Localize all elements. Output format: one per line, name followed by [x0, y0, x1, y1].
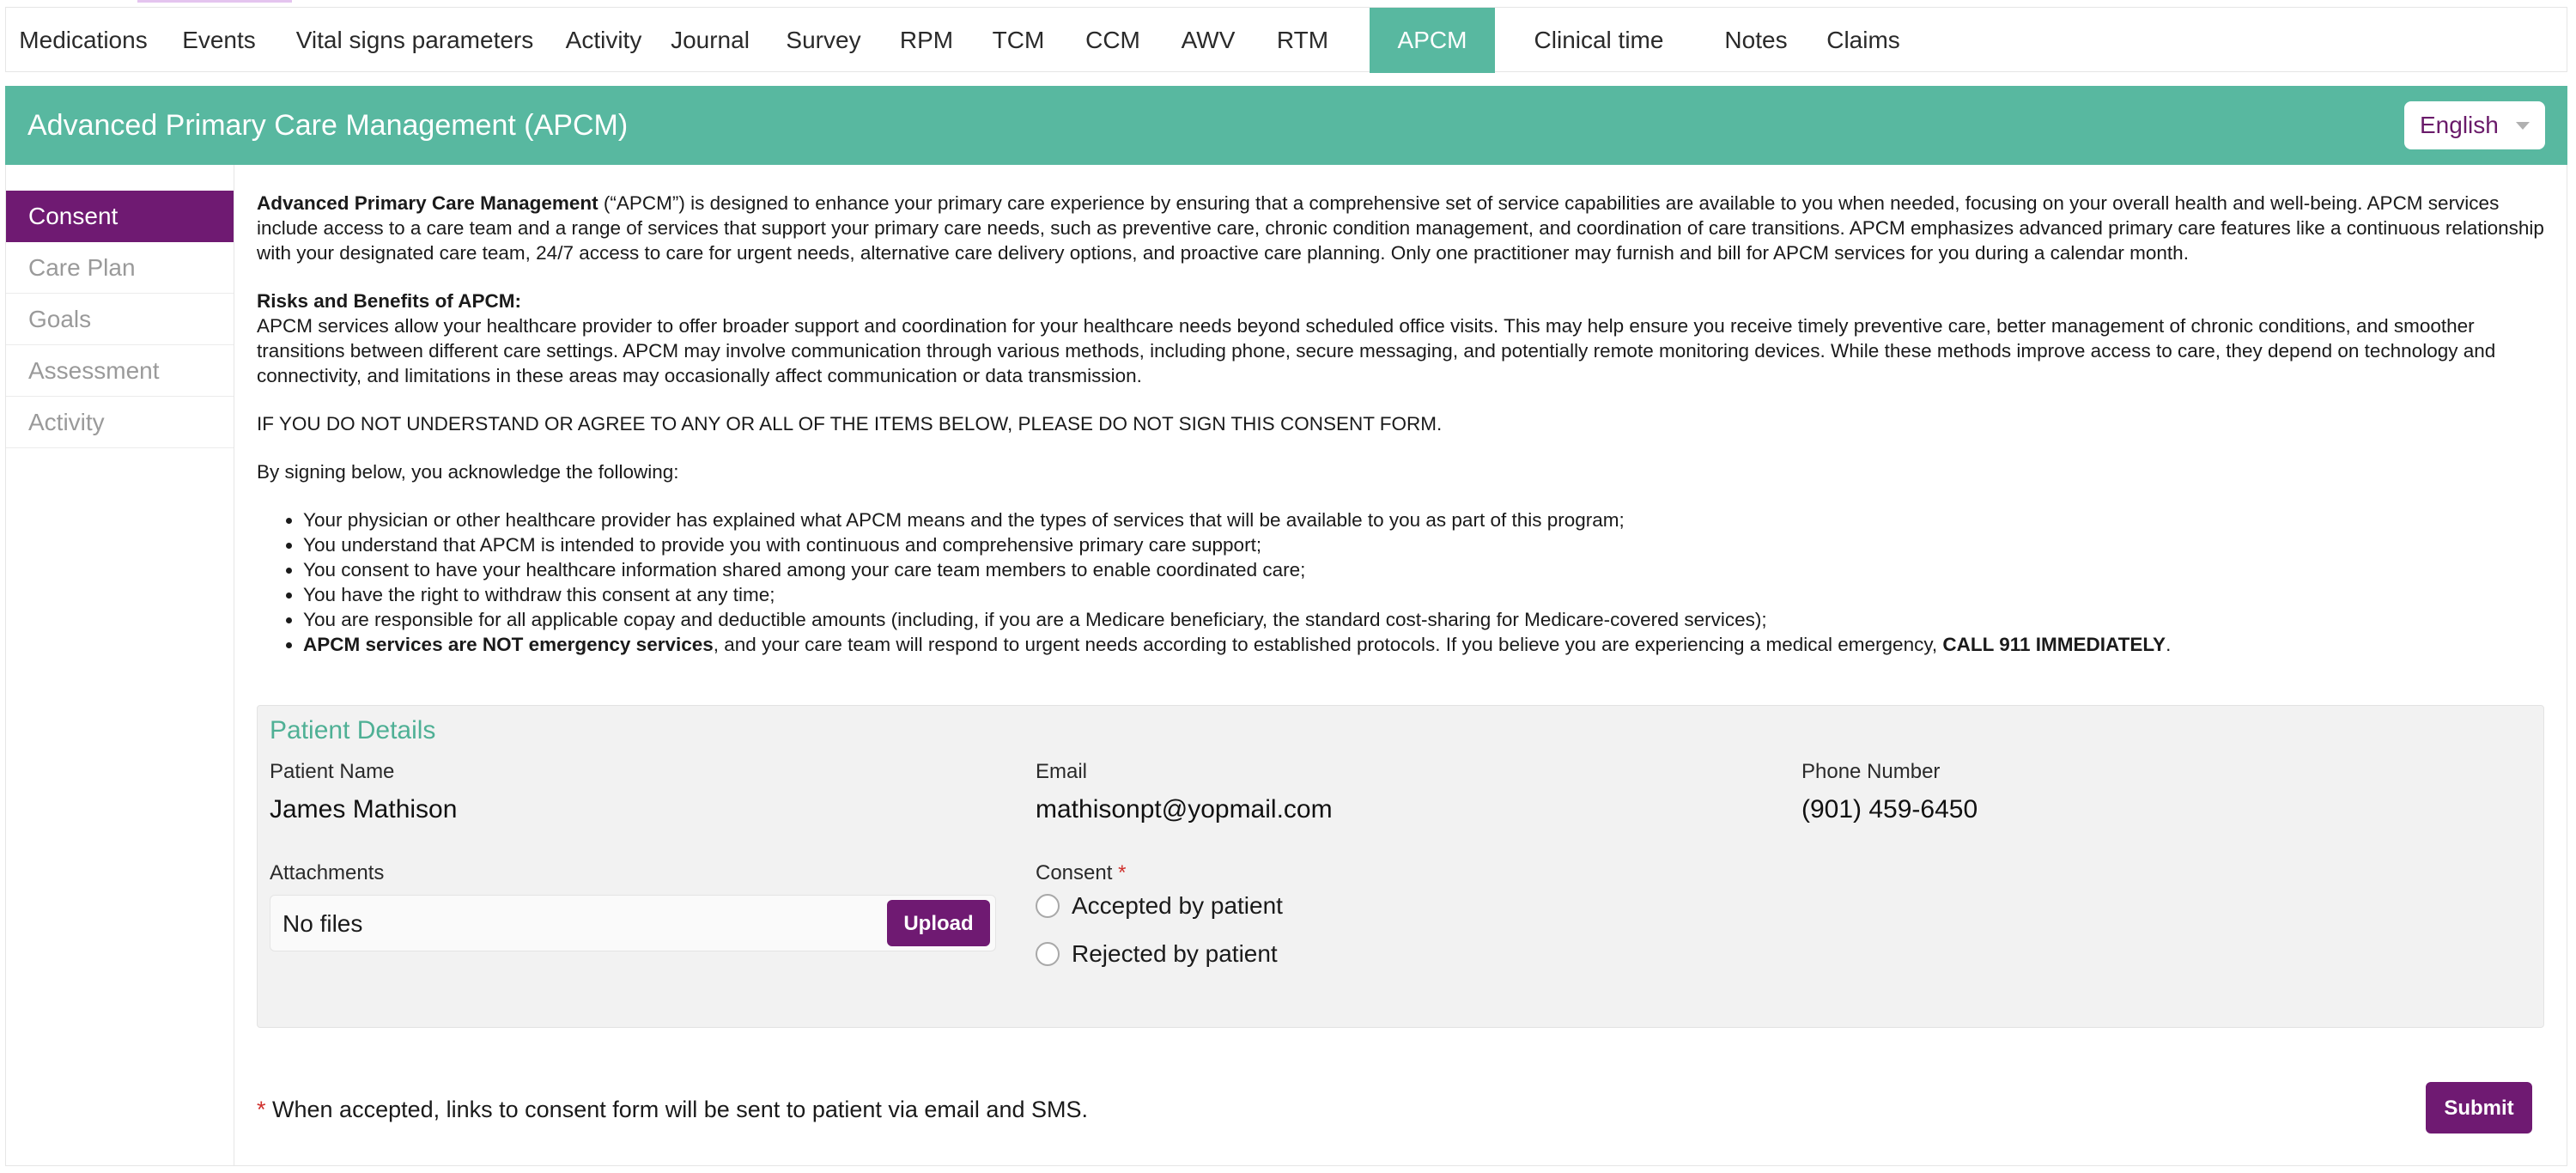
language-select[interactable]: [2404, 101, 2545, 149]
attachments-value: No files: [283, 909, 363, 937]
tab-vital-signs-parameters[interactable]: Vital signs parameters: [295, 27, 534, 53]
top-accent-line: [137, 0, 292, 3]
consent-main: [234, 165, 2567, 1165]
chevron-down-icon: [2516, 122, 2530, 130]
sidebar-item-activity[interactable]: Activity: [6, 397, 234, 448]
consent-label: [1036, 860, 1126, 885]
list-item: • You have the right to withdraw this consent at any time;: [303, 582, 2544, 607]
page-title: Advanced Primary Care Management (APCM): [27, 108, 629, 142]
tab-journal[interactable]: Journal: [671, 27, 750, 53]
consent-label-text: Consent: [1036, 861, 1113, 884]
tab-tcm[interactable]: TCM: [992, 27, 1045, 53]
risks-body: APCM services allow your healthcare provider to offer broader support and coordination for your healthcare needs beyond scheduled office visits. This may help ensure you receive timely preventive care, better management of chronic conditions, and smoother transitions between different care settings. APCM may involve communication through various methods, including phone, secure messaging, and potentially remote monitoring devices. While these methods improve access to care, they depend on technology and connectivity, and limitations in these areas may occasionally affect communication or data transmission.: [257, 315, 2496, 386]
radio-accepted-label: Accepted by patient: [1072, 892, 1283, 919]
tab-rpm[interactable]: RPM: [899, 27, 954, 53]
tab-ccm[interactable]: CCM: [1085, 27, 1140, 53]
sidebar-item-consent[interactable]: Consent: [6, 191, 234, 242]
list-item-emergency: [303, 632, 2544, 657]
email-value: mathisonpt@yopmail.com: [1036, 795, 1333, 824]
attachments-field: [270, 895, 996, 951]
patient-name-value: James Mathison: [270, 795, 458, 824]
call-911-bold: CALL 911 IMMEDIATELY: [1942, 634, 2166, 655]
phone-value: (901) 459-6450: [1801, 795, 1978, 824]
radio-rejected[interactable]: [1036, 942, 1060, 966]
tab-activity[interactable]: Activity: [565, 27, 642, 53]
tab-clinical-time[interactable]: Clinical time: [1534, 27, 1664, 53]
email-label: Email: [1036, 760, 1088, 783]
phone-label: Phone Number: [1801, 760, 1941, 783]
footer-note: [257, 1097, 1088, 1122]
tab-events[interactable]: Events: [182, 27, 256, 53]
footer-required-marker: *: [257, 1097, 266, 1122]
risks-heading: Risks and Benefits of APCM:: [257, 290, 521, 312]
required-marker: *: [1118, 861, 1127, 884]
intro-text: (“APCM”) is designed to enhance your primary care experience by ensuring that a comprehensive set of service capabilities are available to you when needed, focusing on your overall health and well-being. APCM services include access to a care team and a range of services that support your primary care needs, such as preventive care, chronic condition management, and coordination of care transitions. APCM emphasizes advanced primary care features like a continuous relationship with your designated care team, 24/7 access to care for urgent needs, alternative care delivery options, and proactive care planning. Only one practitioner may furnish and bill for APCM services for you during a calendar month.: [257, 192, 2544, 264]
emergency-bold: APCM services are NOT emergency services: [303, 634, 714, 655]
radio-rejected-label: Rejected by patient: [1072, 940, 1278, 967]
acknowledgement-list: [303, 507, 2544, 657]
patient-name-label: Patient Name: [270, 760, 395, 783]
patient-details-title: Patient Details: [270, 716, 436, 745]
attachments-label: Attachments: [270, 861, 385, 884]
risks-section: [257, 289, 2544, 388]
list-item: • Your physician or other healthcare provider has explained what APCM means and the types of services that will be available to you as part of this program;: [303, 507, 2544, 532]
list-item: • You understand that APCM is intended to provide you with continuous and comprehensive primary care support;: [303, 532, 2544, 557]
page-header: [5, 86, 2567, 165]
radio-accepted[interactable]: [1036, 894, 1060, 918]
tab-rtm[interactable]: RTM: [1276, 27, 1329, 53]
list-item: • You are responsible for all applicable copay and deductible amounts (including, if you are a Medicare beneficiary, the standard cost-sharing for Medicare-covered services);: [303, 607, 2544, 632]
consent-accepted-option[interactable]: [1036, 893, 1283, 918]
top-tab-bar: [5, 7, 2567, 72]
patient-details-panel: [257, 705, 2544, 1028]
intro-bold-text: Advanced Primary Care Management: [257, 192, 598, 214]
warning-text: IF YOU DO NOT UNDERSTAND OR AGREE TO ANY OR ALL OF THE ITEMS BELOW, PLEASE DO NOT SIGN THIS CONSENT FORM.: [257, 413, 1443, 435]
tab-apcm[interactable]: APCM: [1370, 8, 1495, 73]
tab-claims[interactable]: Claims: [1826, 27, 1900, 53]
tab-spacer: [1349, 8, 1370, 71]
sidebar-item-goals[interactable]: Goals: [6, 294, 234, 345]
emergency-end: .: [2166, 634, 2172, 655]
footer-note-text: When accepted, links to consent form will be sent to patient via email and SMS.: [265, 1097, 1088, 1122]
tab-survey[interactable]: Survey: [786, 27, 861, 53]
language-value: English: [2420, 112, 2499, 138]
sidebar-item-assessment[interactable]: Assessment: [6, 345, 234, 397]
sidebar: [6, 165, 234, 1165]
submit-button[interactable]: Submit: [2426, 1082, 2532, 1133]
content-area: [5, 165, 2567, 1166]
list-item: • You consent to have your healthcare information shared among your care team members to enable coordinated care;: [303, 557, 2544, 582]
sidebar-item-care-plan[interactable]: Care Plan: [6, 242, 234, 294]
intro-paragraph: [257, 191, 2544, 265]
consent-rejected-option[interactable]: [1036, 941, 1278, 966]
tab-medications[interactable]: Medications: [19, 27, 148, 53]
tab-awv[interactable]: AWV: [1181, 27, 1236, 53]
upload-button[interactable]: Upload: [887, 900, 990, 946]
acknowledge-text: By signing below, you acknowledge the following:: [257, 461, 679, 483]
tab-notes[interactable]: Notes: [1724, 27, 1788, 53]
emergency-text: , and your care team will respond to urgent needs according to established protocols. If you believe you are experiencing a medical emergency,: [713, 634, 1943, 655]
